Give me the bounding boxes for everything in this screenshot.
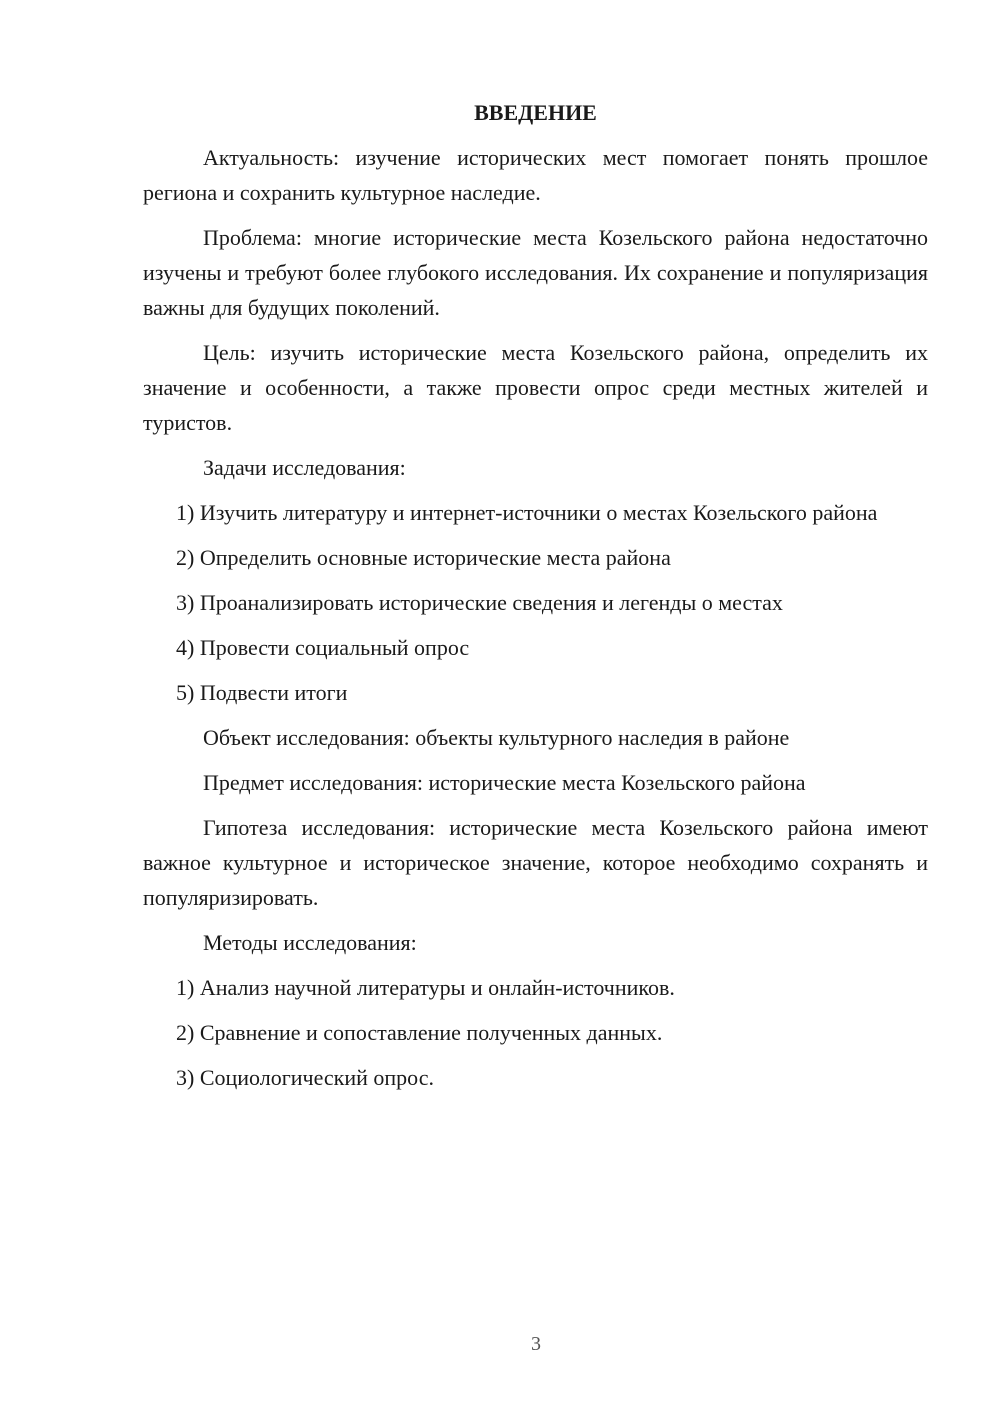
- task-item: 4) Провести социальный опрос: [176, 635, 470, 660]
- subject-paragraph: Предмет исследования: исторические места Козельского района: [203, 770, 806, 795]
- goal-paragraph: Цель: изучить исторические места Козельского района, определить их значение и особенности, а также провести опрос среди местных жителей и туристов.: [143, 340, 928, 435]
- tasks-heading: Задачи исследования:: [203, 455, 406, 480]
- task-item: 5) Подвести итоги: [176, 680, 348, 705]
- task-item: 3) Проанализировать исторические сведения и легенды о местах: [176, 590, 783, 615]
- methods-heading: Методы исследования:: [203, 930, 417, 955]
- problem-paragraph: Проблема: многие исторические места Козельского района недостаточно изучены и требуют более глубокого исследования. Их сохранение и популяризация важны для будущих поколений.: [143, 225, 928, 320]
- page-number: 3: [531, 1333, 541, 1355]
- method-item: 3) Социологический опрос.: [176, 1065, 434, 1090]
- hypothesis-paragraph: Гипотеза исследования: исторические места Козельского района имеют важное культурное и историческое значение, которое необходимо сохранять и популяризировать.: [143, 815, 928, 910]
- task-item: 1) Изучить литературу и интернет-источники о местах Козельского района: [176, 500, 878, 525]
- page-title: ВВЕДЕНИЕ: [474, 100, 597, 125]
- document-content: [143, 95, 928, 1105]
- object-paragraph: Объект исследования: объекты культурного наследия в районе: [203, 725, 790, 750]
- relevance-paragraph: Актуальность: изучение исторических мест помогает понять прошлое региона и сохранить культурное наследие.: [143, 145, 928, 205]
- method-item: 1) Анализ научной литературы и онлайн-источников.: [176, 975, 675, 1000]
- task-item: 2) Определить основные исторические места района: [176, 545, 671, 570]
- method-item: 2) Сравнение и сопоставление полученных данных.: [176, 1020, 663, 1045]
